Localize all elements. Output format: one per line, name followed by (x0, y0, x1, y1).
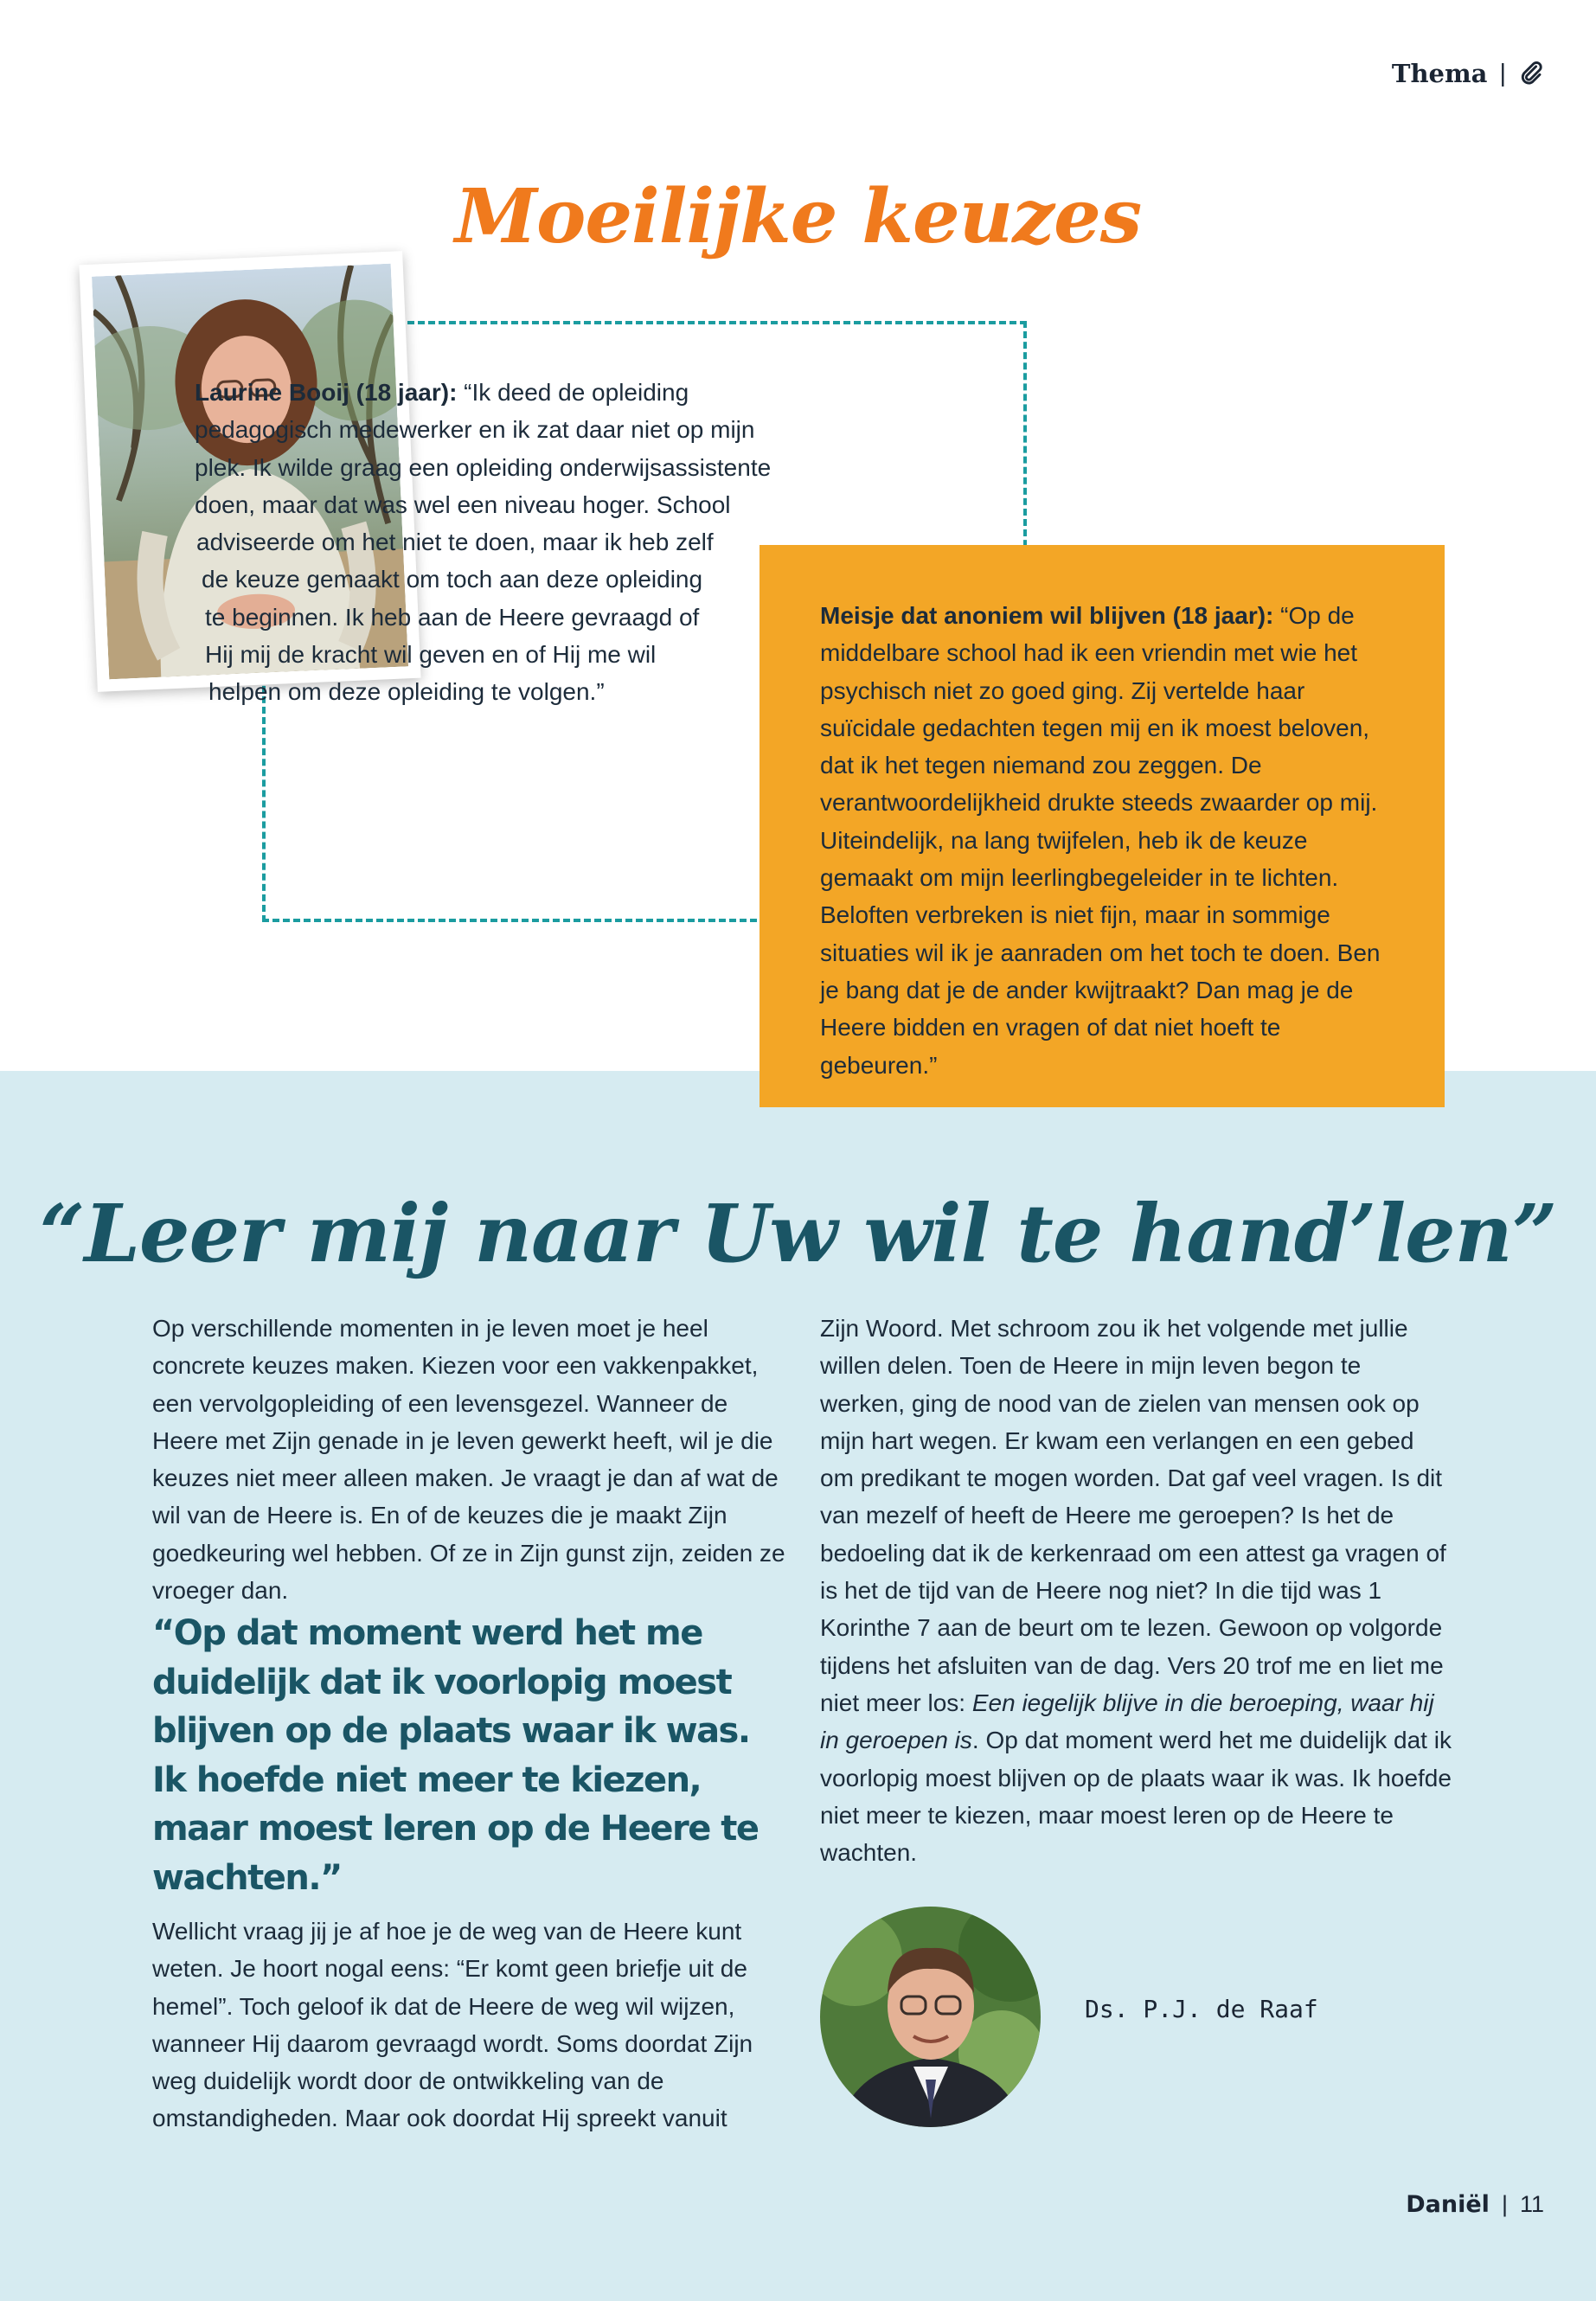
paperclip-icon (1518, 61, 1544, 87)
article-bible-quote: Een iegelijk blijve in die beroeping, waar hij in geroepen is (820, 1689, 1434, 1754)
header-separator: | (1499, 59, 1506, 87)
article-right-column (820, 1310, 1452, 1871)
quote-anonymous-speaker: Meisje dat anoniem wil blijven (18 jaar): (820, 602, 1274, 629)
author-name: Ds. P.J. de Raaf (1085, 1995, 1318, 2023)
quote-anonymous-text: “Op de middelbare school had ik een vriendin met wie het psychisch niet zo goed ging. Zij vertelde haar suïcidale gedachten tegen mij en ik moest beloven, dat ik het tegen niemand zou zeggen. De verantwoordelijkheid drukte steeds zwaarder op mij. Uiteindelijk, na lang twijfelen, heb ik de keuze gemaakt om mijn leerlingbegeleider in te lichten. Beloften verbreken is niet fijn, maar in sommige situaties wil ik je aanraden om het toch te doen. Ben je bang dat je de ander kwijtraakt? Dan mag je de Heere bidden en vragen of dat niet hoeft te gebeuren.” (820, 602, 1381, 1079)
quote-anonymous (820, 597, 1400, 1084)
article-intro-paragraph: Op verschillende momenten in je leven moet je heel concrete keuzes maken. Kiezen voor een vakkenpakket, een vervolgopleiding of een levensgezel. Wanneer de Heere met Zijn genade in je leven gewerkt heeft, wil je die keuzes niet meer alleen maken. Je vraagt je dan af wat de wil van de Heere is. En of de keuzes die je maakt Zijn goedkeuring wel hebben. Of ze in Zijn gunst zijn, zeiden ze vroeger dan. (152, 1315, 785, 1605)
page-number: 11 (1519, 2191, 1544, 2217)
article-headline: “Leer mij naar Uw wil te hand’len” (39, 1187, 1557, 1280)
article-right-text-1: Zijn Woord. Met schroom zou ik het volgende met jullie willen delen. Toen de Heere in mijn leven begon te werken, ging de nood van de zielen van mensen ook op mijn hart wegen. Er kwam een verlangen en een gebed om predikant te mogen worden. Dat gaf veel vragen. Is dit van mezelf of heeft de Heere me geroepen? Is het de bedoeling dat ik de kerkenraad om een attest ga vragen of is het de tijd van de Heere nog niet? In die tijd was 1 Korinthe 7 aan de beurt om te lezen. Gewoon op volgorde tijdens het afsluiten van de dag. Vers 20 trof me en liet me niet meer los: (820, 1315, 1446, 1716)
quote-laurine-text: “Ik deed de opleiding pedagogisch medewerker en ik zat daar niet op mijn plek. Ik wilde graag een opleiding onderwijsassistente doen, maar dat was wel een niveau hoger. School adviseerde om het niet te doen, maar ik heb zelf de keuze gemaakt om toch aan deze opleiding te beginnen. Ik heb aan de Heere gevraagd of Hij mij de kracht wil geven en of Hij me wil helpen om deze opleiding te volgen.” (195, 379, 772, 706)
section-label: Thema (1391, 59, 1488, 88)
author-photo (820, 1907, 1041, 2127)
article-right-paragraph (820, 1310, 1452, 1871)
section-header (1392, 59, 1544, 88)
article-right-text-2: . Op dat moment werd het me duidelijk dat ik voorlopig moest blijven op de plaats waar ik was. Ik hoefde niet meer te kiezen, maar moest leren op de Heere te wachten. (820, 1727, 1452, 1867)
page-title: Moeilijke keuzes (454, 173, 1142, 260)
footer-separator: | (1501, 2191, 1508, 2217)
article-left-column (152, 1310, 792, 1609)
magazine-name: Daniël (1406, 2191, 1490, 2218)
pull-quote: “Op dat moment werd het me duidelijk dat ik voorlopig moest blijven op de plaats waar ik was. Ik hoefde niet meer te kiezen, maar moest leren op de Heere te wachten.” (152, 1613, 759, 1898)
article-left-outro-paragraph: Wellicht vraag jij je af hoe je de weg van de Heere kunt weten. Je hoort nogal eens: “Er komt geen briefje uit de hemel”. Toch geloof ik dat de Heere de weg wil wijzen, wanneer Hij daarom gevraagd wordt. Soms doordat Zijn weg duidelijk wordt door de ontwikkeling van de omstandigheden. Maar ook doordat Hij spreekt vanuit (152, 1918, 753, 2132)
quote-laurine-speaker: Laurine Booij (18 jaar): (195, 379, 458, 406)
page-footer (1406, 2191, 1544, 2218)
